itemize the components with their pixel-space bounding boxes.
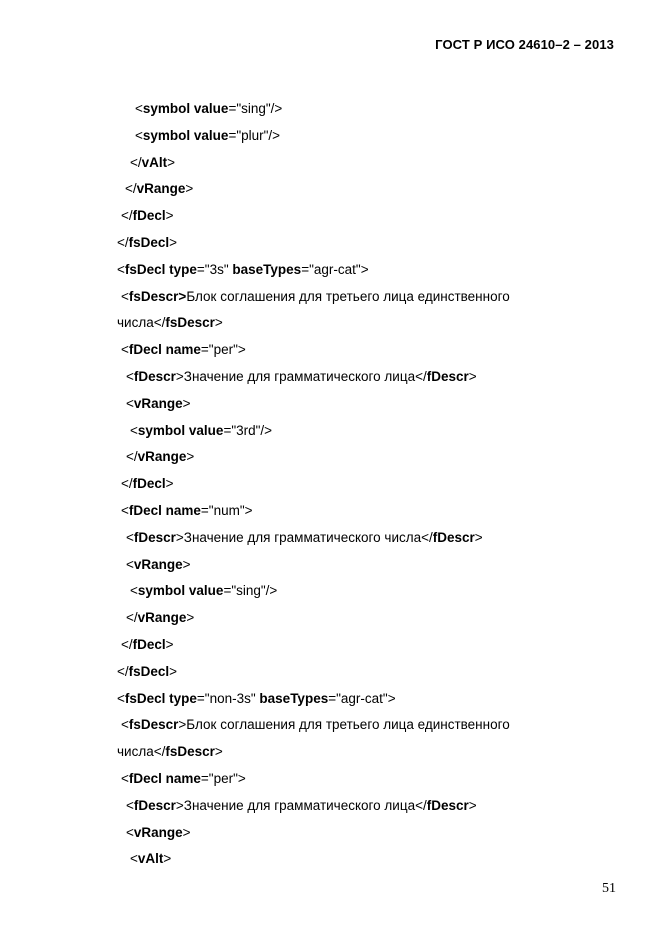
code-tag-name: fsDecl type — [124, 690, 197, 706]
code-text: < — [121, 288, 129, 304]
code-text: > — [165, 637, 174, 652]
code-tag-name: baseTypes — [232, 261, 302, 277]
code-text: ="3rd"/> — [223, 422, 273, 438]
code-text: </ — [121, 476, 133, 492]
code-text: < — [126, 556, 134, 572]
code-text: числа</ — [117, 315, 166, 331]
code-text: < — [126, 529, 134, 545]
code-text: ="num"> — [200, 503, 253, 518]
code-text: ="per"> — [200, 771, 246, 786]
code-text: < — [117, 261, 125, 277]
code-tag-name: symbol value — [137, 583, 224, 599]
code-text: > — [468, 369, 477, 384]
code-line — [126, 530, 483, 546]
code-line — [130, 155, 175, 171]
code-line — [117, 315, 223, 331]
code-line — [117, 664, 177, 680]
code-tag-name: fDecl name — [128, 342, 201, 358]
code-text: > — [165, 208, 174, 224]
code-tag-name: vRange — [137, 610, 187, 626]
code-tag-name: fDescr — [432, 529, 475, 545]
code-text: < — [130, 851, 138, 867]
code-line — [130, 423, 272, 439]
code-text: < — [121, 717, 129, 733]
code-tag-name: fsDescr> — [128, 288, 187, 304]
code-text: > — [186, 610, 195, 626]
code-text: < — [126, 797, 134, 813]
code-tag-name: symbol value — [137, 422, 224, 438]
code-text: >Значение для грамматического лица</ — [175, 369, 427, 384]
code-tag-name: fsDecl — [128, 235, 170, 250]
code-text: > — [163, 851, 172, 867]
code-text: < — [135, 127, 143, 143]
code-line — [135, 128, 280, 144]
code-tag-name: fDescr — [426, 797, 469, 813]
code-text: < — [126, 395, 134, 411]
code-text: Блок соглашения для третьего лица единственного — [186, 288, 510, 304]
code-line — [130, 583, 277, 599]
code-line — [117, 262, 369, 278]
code-text: ="non-3s" — [196, 690, 260, 706]
code-tag-name: symbol value — [142, 127, 229, 143]
code-text: </ — [126, 449, 138, 465]
code-text: < — [126, 824, 134, 840]
code-line — [130, 851, 171, 867]
code-text: ="sing"/> — [223, 583, 278, 599]
code-line — [126, 369, 477, 385]
code-tag-name: vRange — [137, 449, 187, 465]
code-line — [126, 610, 194, 626]
code-line — [121, 771, 246, 787]
code-text: >Значение для грамматического числа</ — [175, 529, 433, 545]
code-tag-name: fDescr — [133, 797, 176, 813]
code-text: </ — [121, 637, 133, 652]
code-tag-name: vRange — [133, 824, 183, 840]
code-tag-name: fsDescr — [165, 744, 215, 760]
code-tag-name: fDescr — [426, 369, 469, 384]
code-tag-name: fsDecl type — [124, 261, 197, 277]
code-tag-name: fsDescr — [165, 315, 215, 331]
code-text: < — [126, 369, 134, 384]
code-text: < — [130, 422, 138, 438]
code-tag-name: symbol value — [142, 101, 229, 116]
code-line — [121, 717, 510, 733]
code-line — [117, 691, 396, 707]
code-tag-name: vRange — [133, 556, 183, 572]
code-line — [117, 744, 223, 760]
document-header: ГОСТ Р ИСО 24610–2 – 2013 — [435, 37, 614, 52]
code-text: < — [135, 101, 143, 116]
code-line — [126, 798, 477, 814]
code-text: >Значение для грамматического лица</ — [175, 797, 427, 813]
code-text: </ — [117, 663, 129, 679]
code-tag-name: fDecl name — [128, 503, 201, 518]
code-line — [135, 101, 282, 117]
code-line — [121, 289, 510, 305]
code-text: >Блок соглашения для третьего лица единственного — [178, 717, 510, 733]
code-text: > — [186, 449, 195, 465]
code-tag-name: fDecl name — [128, 771, 201, 786]
code-line — [121, 476, 174, 492]
code-text: < — [121, 503, 129, 518]
code-text: < — [121, 771, 129, 786]
code-text: > — [214, 315, 223, 331]
code-text: </ — [126, 610, 138, 626]
code-text: < — [130, 583, 138, 599]
code-text: ="plur"/> — [228, 127, 281, 143]
code-text: </ — [130, 154, 142, 170]
code-text: </ — [125, 181, 137, 197]
code-tag-name: fDescr — [133, 529, 176, 545]
code-tag-name: fDecl — [132, 208, 166, 224]
code-tag-name: baseTypes — [259, 690, 329, 706]
code-tag-name: fsDescr — [128, 717, 179, 733]
code-line — [121, 503, 253, 519]
page-number: 51 — [602, 881, 616, 896]
code-text: > — [169, 663, 178, 679]
code-text: > — [169, 235, 178, 250]
code-line — [121, 208, 174, 224]
code-text: ="agr-cat"> — [301, 261, 369, 277]
code-text: ="sing"/> — [228, 101, 283, 116]
code-text: </ — [117, 235, 129, 250]
code-text: ="per"> — [200, 342, 246, 358]
code-text: > — [468, 797, 477, 813]
code-text: ="3s" — [196, 261, 233, 277]
code-line — [126, 449, 194, 465]
code-tag-name: fDecl — [132, 476, 166, 492]
code-line — [125, 181, 193, 197]
code-text: > — [474, 529, 483, 545]
code-tag-name: vAlt — [137, 851, 164, 867]
code-tag-name: fDecl — [132, 637, 166, 652]
code-text: > — [182, 395, 191, 411]
code-text: > — [214, 744, 223, 760]
code-text: > — [182, 556, 191, 572]
code-text: < — [121, 342, 129, 358]
code-line — [121, 637, 174, 653]
code-text: > — [167, 154, 176, 170]
code-line — [117, 235, 177, 251]
code-tag-name: vAlt — [141, 154, 168, 170]
code-line — [126, 825, 191, 841]
code-tag-name: fsDecl — [128, 663, 170, 679]
code-text: > — [185, 181, 194, 197]
code-line — [126, 396, 191, 412]
code-text: < — [117, 690, 125, 706]
code-tag-name: fDescr — [133, 369, 176, 384]
code-line — [121, 342, 246, 358]
code-text: ="agr-cat"> — [328, 690, 396, 706]
code-text: </ — [121, 208, 133, 224]
code-text: числа</ — [117, 744, 166, 760]
code-line — [126, 557, 191, 573]
code-text: > — [165, 476, 174, 492]
code-tag-name: vRange — [133, 395, 183, 411]
code-tag-name: vRange — [136, 181, 186, 197]
code-text: > — [182, 824, 191, 840]
